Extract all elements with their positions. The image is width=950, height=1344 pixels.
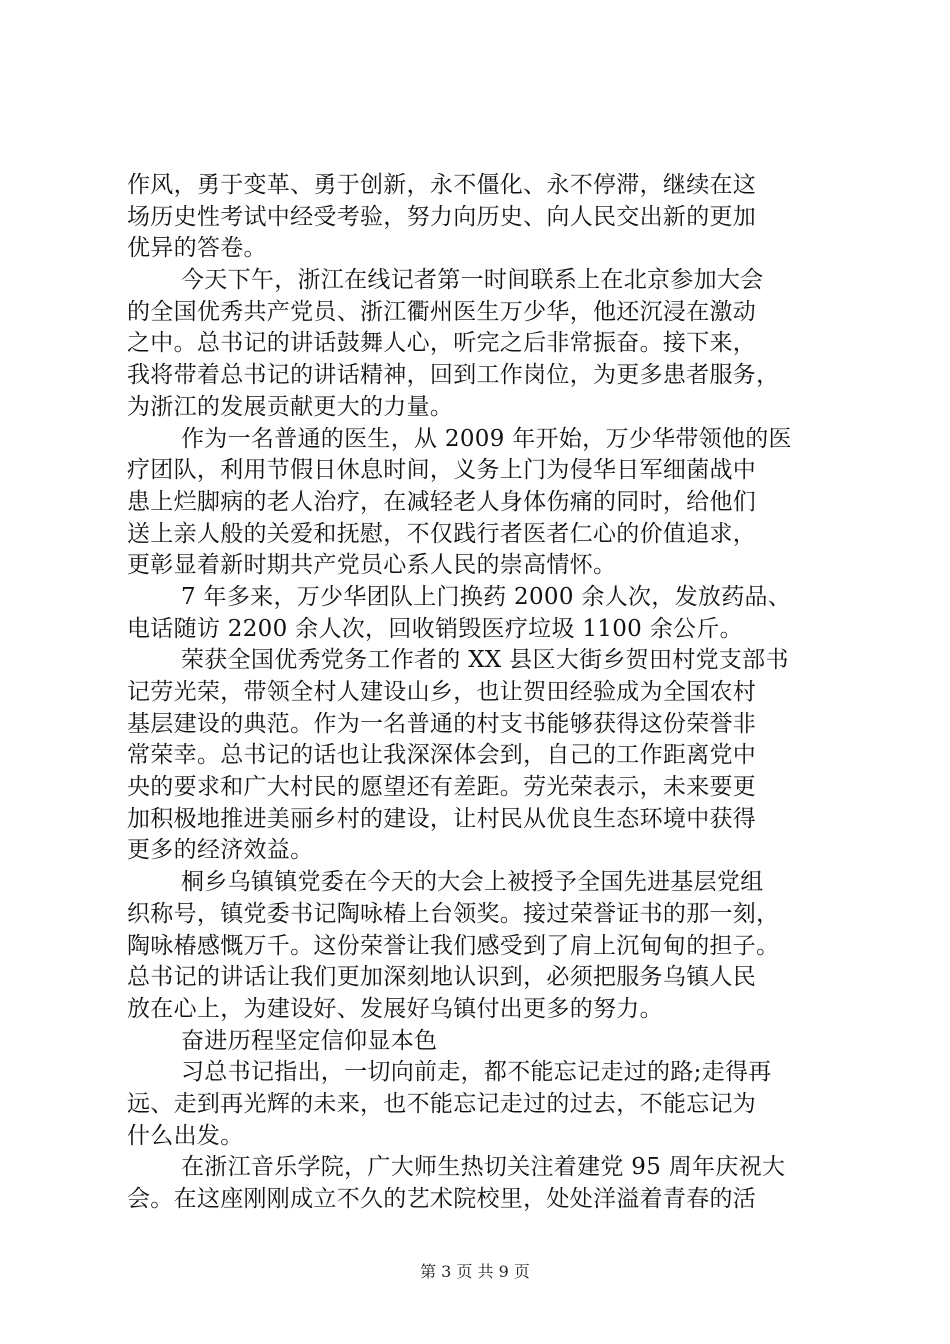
text-line: 作为一名普通的医生，从 2009 年开始，万少华带领他的医 bbox=[181, 425, 792, 452]
text-line: 基层建设的典范。作为一名普通的村支书能够获得这份荣誉非 bbox=[127, 710, 757, 737]
text-line: 为浙江的发展贡献更大的力量。 bbox=[127, 393, 454, 420]
page-number-footer: 第 3 页 共 9 页 bbox=[420, 1262, 530, 1281]
text-line: 常荣幸。总书记的话也让我深深体会到，自己的工作距离党中 bbox=[127, 742, 757, 769]
text-line: 电话随访 2200 余人次，回收销毁医疗垃圾 1100 余公斤。 bbox=[127, 615, 743, 642]
text-line: 总书记的讲话让我们更加深刻地认识到，必须把服务乌镇人民 bbox=[127, 964, 757, 991]
text-line: 我将带着总书记的讲话精神，回到工作岗位，为更多患者服务， bbox=[127, 362, 780, 389]
text-line: 陶咏椿感慨万千。这份荣誉让我们感受到了肩上沉甸甸的担子。 bbox=[127, 932, 780, 959]
text-line: 优异的答卷。 bbox=[127, 235, 267, 262]
text-line: 习总书记指出，一切向前走，都不能忘记走过的路;走得再 bbox=[181, 1059, 772, 1086]
text-line: 场历史性考试中经受考验，努力向历史、向人民交出新的更加 bbox=[127, 203, 757, 230]
text-line: 疗团队，利用节假日休息时间，义务上门为侵华日军细菌战中 bbox=[127, 457, 757, 484]
text-line: 加积极地推进美丽乡村的建设，让村民从优良生态环境中获得 bbox=[127, 805, 757, 832]
body-text bbox=[127, 170, 833, 1216]
text-line: 央的要求和广大村民的愿望还有差距。劳光荣表示，未来要更 bbox=[127, 774, 757, 801]
text-line: 的全国优秀共产党员、浙江衢州医生万少华，他还沉浸在激动 bbox=[127, 298, 757, 325]
text-line: 荣获全国优秀党务工作者的 XX 县区大街乡贺田村党支部书 bbox=[181, 647, 789, 674]
text-line: 作风，勇于变革、勇于创新，永不僵化、永不停滞，继续在这 bbox=[127, 172, 757, 198]
text-line: 桐乡乌镇镇党委在今天的大会上被授予全国先进基层党组 bbox=[181, 869, 764, 896]
text-line: 今天下午，浙江在线记者第一时间联系上在北京参加大会 bbox=[181, 267, 764, 294]
text-line: 更彰显着新时期共产党员心系人民的崇高情怀。 bbox=[127, 552, 617, 579]
text-line: 奋进历程坚定信仰显本色 bbox=[181, 1027, 438, 1054]
text-line: 患上烂脚病的老人治疗，在减轻老人身体伤痛的同时，给他们 bbox=[127, 488, 757, 515]
text-line: 放在心上，为建设好、发展好乌镇付出更多的努力。 bbox=[127, 995, 663, 1022]
text-line: 之中。总书记的讲话鼓舞人心，听完之后非常振奋。接下来， bbox=[127, 330, 757, 357]
text-line: 什么出发。 bbox=[127, 1122, 244, 1149]
text-line: 织称号，镇党委书记陶咏椿上台领奖。接过荣誉证书的那一刻， bbox=[127, 900, 780, 927]
text-line: 会。在这座刚刚成立不久的艺术院校里，处处洋溢着青春的活 bbox=[127, 1186, 757, 1212]
text-line: 在浙江音乐学院，广大师生热切关注着建党 95 周年庆祝大 bbox=[181, 1154, 786, 1181]
text-line: 更多的经济效益。 bbox=[127, 837, 314, 864]
text-line: 远、走到再光辉的未来，也不能忘记走过的过去，不能忘记为 bbox=[127, 1090, 757, 1117]
text-line: 记劳光荣，带领全村人建设山乡，也让贺田经验成为全国农村 bbox=[127, 679, 757, 705]
text-line: 7 年多来，万少华团队上门换药 2000 余人次，发放药品、 bbox=[181, 583, 792, 610]
text-line: 送上亲人般的关爱和抚慰，不仅践行者医者仁心的价值追求， bbox=[127, 520, 757, 547]
